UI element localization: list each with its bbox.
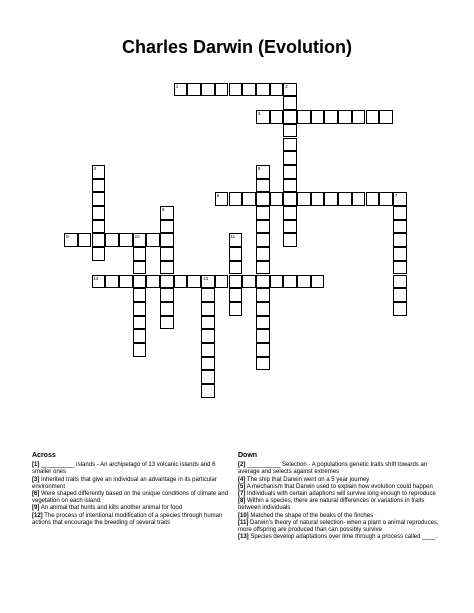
grid-cell[interactable] (297, 110, 311, 124)
grid-cell[interactable] (256, 165, 270, 179)
clue-number: 12 (93, 275, 99, 281)
down-clue (238, 498, 446, 512)
grid-cell[interactable] (256, 220, 270, 234)
clue-number: 9 (66, 234, 69, 240)
grid-cell[interactable] (160, 261, 174, 275)
grid-cell[interactable] (393, 192, 407, 206)
grid-cell[interactable] (105, 233, 119, 247)
grid-cell[interactable] (242, 192, 256, 206)
grid-cell[interactable] (283, 151, 297, 165)
grid-cell[interactable] (283, 110, 297, 124)
grid-cell[interactable] (256, 343, 270, 357)
grid-cell[interactable] (256, 247, 270, 261)
grid-cell[interactable] (283, 233, 297, 247)
grid-cell[interactable] (379, 110, 393, 124)
grid-cell[interactable] (393, 275, 407, 289)
clue-number: 8 (162, 207, 165, 212)
clue-text: Individuals with certain adaptions will survive long enough to reproduce (247, 491, 436, 498)
down-clues (238, 452, 446, 541)
grid-cell[interactable] (256, 275, 270, 289)
grid-cell[interactable] (352, 192, 366, 206)
grid-cell[interactable] (393, 233, 407, 247)
clue-label: [7] (238, 491, 246, 498)
grid-cell[interactable] (270, 275, 284, 289)
grid-cell[interactable] (324, 110, 338, 124)
clue-label: [11] (238, 519, 249, 526)
clue-label: [10] (238, 512, 249, 519)
grid-cell[interactable] (229, 275, 243, 289)
grid-cell[interactable] (229, 261, 243, 275)
grid-cell[interactable] (133, 302, 147, 316)
grid-cell[interactable] (283, 192, 297, 206)
grid-cell[interactable] (242, 83, 256, 97)
grid-cell[interactable] (229, 233, 243, 247)
grid-cell[interactable] (105, 275, 119, 289)
clue-label: [4] (238, 476, 246, 483)
grid-cell[interactable] (215, 83, 229, 97)
grid-cell[interactable] (256, 357, 270, 371)
grid-cell[interactable] (256, 233, 270, 247)
grid-cell[interactable] (229, 288, 243, 302)
clue-number: 2 (285, 83, 288, 89)
grid-cell[interactable] (270, 83, 284, 97)
across-clue (32, 513, 236, 527)
grid-cell[interactable] (92, 275, 106, 289)
grid-cell[interactable] (283, 83, 297, 97)
clue-label: [2] (238, 462, 246, 469)
page-title: Charles Darwin (Evolution) (121, 37, 353, 57)
grid-cell[interactable] (283, 220, 297, 234)
grid-cell[interactable] (242, 275, 256, 289)
grid-cell[interactable] (311, 275, 325, 289)
grid-cell[interactable] (256, 110, 270, 124)
grid-cell[interactable] (338, 110, 352, 124)
grid-cell[interactable] (352, 110, 366, 124)
across-clue (32, 477, 236, 491)
grid-cell[interactable] (283, 275, 297, 289)
grid-cell[interactable] (393, 220, 407, 234)
grid-cell[interactable] (215, 192, 229, 206)
clue-text: __________ Selection - A populations genetic traits shift towards an average and selects against extremes (238, 462, 428, 476)
grid-cell[interactable] (133, 261, 147, 275)
grid-cell[interactable] (283, 165, 297, 179)
clue-text: __________ Islands - An archipelago of 13 volcanic islands and 6 smaller ones (32, 462, 216, 476)
grid-cell[interactable] (146, 233, 160, 247)
grid-cell[interactable] (229, 83, 243, 97)
clue-text: A mechanism that Darwin used to explain how evolution could happen (246, 483, 433, 490)
grid-cell[interactable] (92, 165, 106, 179)
grid-cell[interactable] (283, 179, 297, 193)
grid-cell[interactable] (92, 247, 106, 261)
grid-cell[interactable] (256, 316, 270, 330)
across-clue (32, 491, 236, 505)
clue-label: [1] (32, 462, 40, 469)
grid-cell[interactable] (187, 275, 201, 289)
clue-number: 5 (257, 165, 261, 171)
down-clue (238, 484, 446, 491)
down-clue (238, 513, 446, 520)
grid-cell[interactable] (256, 83, 270, 97)
down-clue (238, 534, 446, 541)
across-heading: Across (32, 452, 56, 459)
grid-cell[interactable] (133, 288, 147, 302)
grid-cell[interactable] (338, 192, 352, 206)
clue-text: An animal that hunts and kills another animal for food (40, 505, 183, 512)
grid-cell[interactable] (393, 288, 407, 302)
grid-cell[interactable] (92, 220, 106, 234)
grid-cell[interactable] (78, 233, 92, 247)
grid-cell[interactable] (366, 110, 380, 124)
grid-cell[interactable] (229, 302, 243, 316)
down-heading: Down (238, 452, 258, 459)
down-clue (238, 491, 446, 498)
grid-cell[interactable] (311, 110, 325, 124)
grid-cell[interactable] (133, 247, 147, 261)
grid-cell[interactable] (160, 233, 174, 247)
grid-cell[interactable] (297, 275, 311, 289)
clue-label: [12] (32, 512, 43, 519)
grid-cell[interactable] (160, 288, 174, 302)
grid-cell[interactable] (160, 206, 174, 220)
clue-text: Matched the shape of the beaks of the finches (250, 512, 374, 519)
clue-text: Darwin's theory of natural selection- when a plant o animal reproduces, more offspring are produced than can possibly survive (238, 519, 439, 534)
down-clue (238, 477, 446, 484)
grid-cell[interactable] (256, 179, 270, 193)
grid-cell[interactable] (283, 124, 297, 138)
grid-cell[interactable] (160, 220, 174, 234)
grid-cell[interactable] (133, 233, 147, 247)
grid-cell[interactable] (174, 83, 188, 97)
grid-cell[interactable] (201, 370, 215, 384)
grid-cell[interactable] (256, 288, 270, 302)
grid-cell[interactable] (119, 275, 133, 289)
grid-cell[interactable] (160, 316, 174, 330)
grid-cell[interactable] (256, 192, 270, 206)
grid-cell[interactable] (393, 247, 407, 261)
clue-label: [9] (32, 505, 40, 512)
grid-cell[interactable] (201, 275, 215, 289)
grid-cell[interactable] (187, 83, 201, 97)
grid-cell[interactable] (393, 302, 407, 316)
grid-cell[interactable] (393, 261, 407, 275)
clue-number: 6 (216, 193, 220, 199)
grid-cell[interactable] (133, 329, 147, 343)
clue-label: [8] (238, 498, 246, 505)
grid-cell[interactable] (133, 275, 147, 289)
grid-cell[interactable] (133, 343, 147, 357)
grid-cell[interactable] (393, 206, 407, 220)
grid-cell[interactable] (92, 233, 106, 247)
grid-cell[interactable] (297, 192, 311, 206)
grid-cell[interactable] (229, 192, 243, 206)
grid-cell[interactable] (256, 261, 270, 275)
clue-text: Within a species, there are natural differences or variations in traits between individuals (238, 498, 425, 512)
across-clue (32, 462, 236, 476)
grid-cell[interactable] (215, 275, 229, 289)
grid-cell[interactable] (229, 247, 243, 261)
grid-cell[interactable] (119, 233, 133, 247)
down-clue (238, 520, 446, 534)
clue-number: 1 (175, 83, 179, 89)
clue-number: 13 (203, 275, 209, 281)
clue-text: Inherited traits that give an individual an advantage in its particular environment (32, 476, 217, 490)
grid-cell[interactable] (270, 192, 284, 206)
grid-cell[interactable] (92, 206, 106, 220)
clue-number: 3 (257, 111, 261, 117)
grid-cell[interactable] (160, 275, 174, 289)
grid-cell[interactable] (311, 192, 325, 206)
clue-text: Were shaped differently based on the unique conditions of climate and vegetation on each island. (32, 491, 228, 505)
grid-cell[interactable] (201, 329, 215, 343)
grid-cell[interactable] (92, 192, 106, 206)
grid-cell[interactable] (201, 83, 215, 97)
grid-cell[interactable] (283, 96, 297, 110)
grid-cell[interactable] (324, 192, 338, 206)
clue-number: 11 (230, 234, 236, 240)
grid-cell[interactable] (160, 302, 174, 316)
clue-label: [13] (238, 534, 249, 541)
across-clues (32, 452, 236, 527)
grid-cell[interactable] (366, 192, 380, 206)
clue-label: [6] (32, 491, 40, 498)
grid-cell[interactable] (160, 247, 174, 261)
clue-label: [5] (238, 483, 246, 490)
grid-cell[interactable] (146, 275, 160, 289)
grid-cell[interactable] (201, 302, 215, 316)
clue-text: The process of intentional modification of a species through human actions that encourage the breeding of several traits (32, 512, 223, 526)
grid-cell[interactable] (379, 192, 393, 206)
clue-number: 7 (394, 193, 398, 199)
grid-cell[interactable] (133, 316, 147, 330)
grid-cell[interactable] (201, 316, 215, 330)
grid-cell[interactable] (283, 206, 297, 220)
grid-cell[interactable] (64, 233, 78, 247)
across-clue (32, 505, 236, 512)
grid-cell[interactable] (174, 275, 188, 289)
grid-cell[interactable] (201, 288, 215, 302)
clue-label: [3] (32, 476, 40, 483)
grid-cell[interactable] (270, 110, 284, 124)
clue-number: 4 (93, 165, 97, 171)
grid-cell[interactable] (256, 302, 270, 316)
clue-text: Species develop adaptations over time through a process called ____. (250, 534, 438, 541)
grid-cell[interactable] (201, 343, 215, 357)
clue-text: The ship that Darwin went on a 5 year journey (246, 476, 370, 483)
grid-cell[interactable] (201, 384, 215, 398)
grid-cell[interactable] (92, 179, 106, 193)
down-clue (238, 462, 446, 476)
clue-number: 10 (134, 234, 140, 240)
grid-cell[interactable] (201, 357, 215, 371)
grid-cell[interactable] (256, 206, 270, 220)
grid-cell[interactable] (283, 138, 297, 152)
grid-cell[interactable] (256, 329, 270, 343)
